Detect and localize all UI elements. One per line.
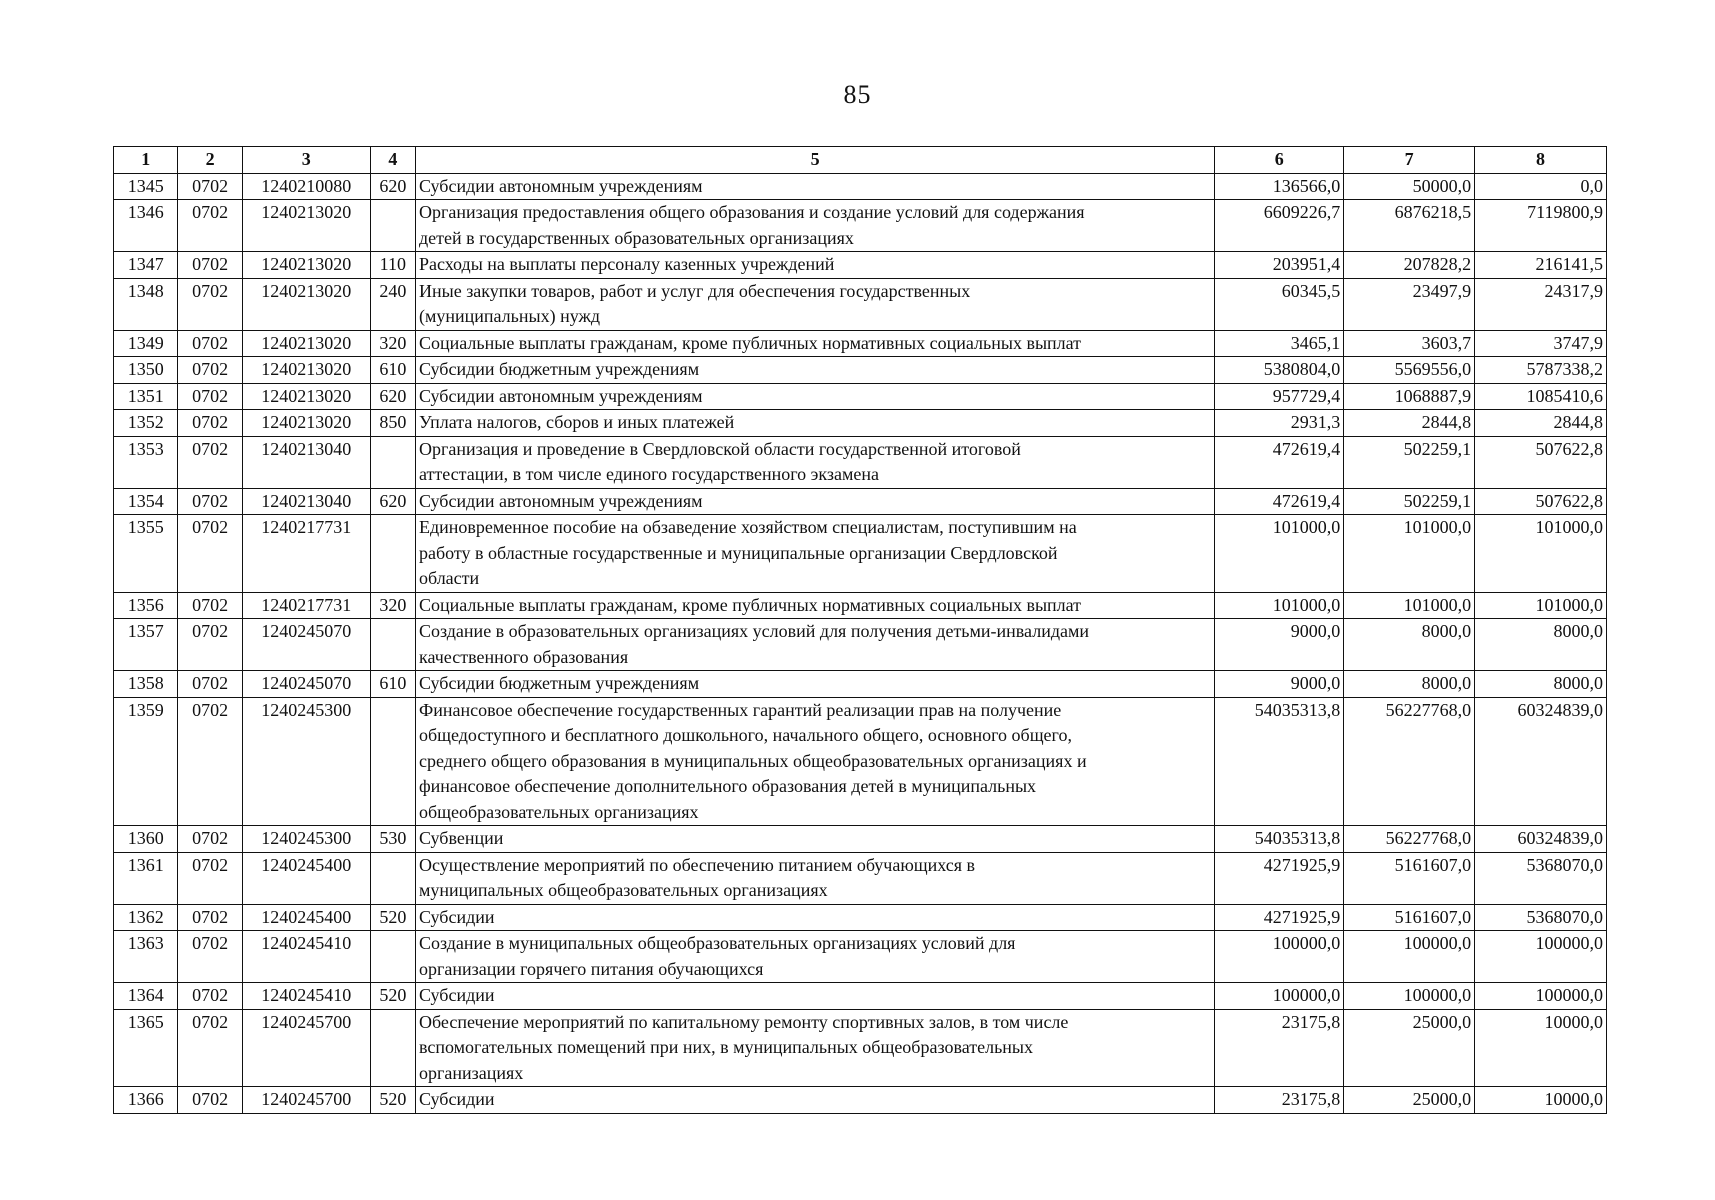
amount-year2-cell: 100000,0 <box>1344 931 1475 983</box>
expense-type-cell <box>370 852 415 904</box>
row-number-cell: 1360 <box>114 826 178 853</box>
article-code-cell: 1240210080 <box>242 173 370 200</box>
description-cell: Субсидии <box>415 904 1214 931</box>
description-cell: Обеспечение мероприятий по капитальному ремонту спортивных залов, в том числе вспомогательных помещений при них, в муниципальных общеобразовательных организациях <box>415 1009 1214 1087</box>
table-row <box>114 252 1607 279</box>
table-row <box>114 852 1607 904</box>
amount-year2-cell: 5569556,0 <box>1344 357 1475 384</box>
section-code-cell: 0702 <box>178 904 242 931</box>
description-cell: Расходы на выплаты персоналу казенных учреждений <box>415 252 1214 279</box>
expense-type-cell: 520 <box>370 1087 415 1114</box>
amount-year3-cell: 5368070,0 <box>1475 904 1607 931</box>
amount-year2-cell: 101000,0 <box>1344 592 1475 619</box>
description-cell: Осуществление мероприятий по обеспечению питанием обучающихся в муниципальных общеобразовательных организациях <box>415 852 1214 904</box>
amount-year3-cell: 0,0 <box>1475 173 1607 200</box>
article-code-cell: 1240217731 <box>242 515 370 593</box>
table-row <box>114 1087 1607 1114</box>
header-row <box>114 147 1607 174</box>
section-code-cell: 0702 <box>178 330 242 357</box>
amount-year2-cell: 5161607,0 <box>1344 852 1475 904</box>
header-cell-5: 5 <box>415 147 1214 174</box>
amount-year3-cell: 216141,5 <box>1475 252 1607 279</box>
header-cell-8: 8 <box>1475 147 1607 174</box>
article-code-cell: 1240245300 <box>242 826 370 853</box>
expense-type-cell: 320 <box>370 592 415 619</box>
table-row <box>114 592 1607 619</box>
amount-year1-cell: 136566,0 <box>1215 173 1344 200</box>
expense-type-cell <box>370 697 415 826</box>
amount-year2-cell: 50000,0 <box>1344 173 1475 200</box>
expense-type-cell: 610 <box>370 671 415 698</box>
amount-year3-cell: 100000,0 <box>1475 931 1607 983</box>
row-number-cell: 1345 <box>114 173 178 200</box>
section-code-cell: 0702 <box>178 619 242 671</box>
amount-year3-cell: 100000,0 <box>1475 983 1607 1010</box>
section-code-cell: 0702 <box>178 515 242 593</box>
amount-year1-cell: 54035313,8 <box>1215 697 1344 826</box>
header-cell-3: 3 <box>242 147 370 174</box>
expense-type-cell <box>370 200 415 252</box>
amount-year1-cell: 54035313,8 <box>1215 826 1344 853</box>
description-cell: Субсидии автономным учреждениям <box>415 488 1214 515</box>
amount-year3-cell: 60324839,0 <box>1475 826 1607 853</box>
table-row <box>114 436 1607 488</box>
table-row <box>114 931 1607 983</box>
row-number-cell: 1357 <box>114 619 178 671</box>
expense-type-cell: 520 <box>370 904 415 931</box>
description-cell: Субсидии бюджетным учреждениям <box>415 357 1214 384</box>
header-cell-6: 6 <box>1215 147 1344 174</box>
section-code-cell: 0702 <box>178 357 242 384</box>
expense-type-cell <box>370 515 415 593</box>
description-cell: Единовременное пособие на обзаведение хозяйством специалистам, поступившим на работу в областные государственные и муниципальные организации Свердловской области <box>415 515 1214 593</box>
amount-year1-cell: 5380804,0 <box>1215 357 1344 384</box>
amount-year2-cell: 502259,1 <box>1344 436 1475 488</box>
amount-year2-cell: 100000,0 <box>1344 983 1475 1010</box>
expense-type-cell: 520 <box>370 983 415 1010</box>
amount-year2-cell: 5161607,0 <box>1344 904 1475 931</box>
row-number-cell: 1353 <box>114 436 178 488</box>
amount-year1-cell: 4271925,9 <box>1215 852 1344 904</box>
article-code-cell: 1240245300 <box>242 697 370 826</box>
expense-type-cell <box>370 931 415 983</box>
expense-type-cell: 620 <box>370 383 415 410</box>
row-number-cell: 1365 <box>114 1009 178 1087</box>
table-row <box>114 488 1607 515</box>
description-cell: Создание в образовательных организациях условий для получения детьми-инвалидами качественного образования <box>415 619 1214 671</box>
header-cell-2: 2 <box>178 147 242 174</box>
section-code-cell: 0702 <box>178 252 242 279</box>
amount-year3-cell: 8000,0 <box>1475 671 1607 698</box>
amount-year3-cell: 101000,0 <box>1475 592 1607 619</box>
table-row <box>114 515 1607 593</box>
budget-table <box>113 146 1607 1114</box>
article-code-cell: 1240245700 <box>242 1009 370 1087</box>
expense-type-cell <box>370 619 415 671</box>
row-number-cell: 1366 <box>114 1087 178 1114</box>
amount-year3-cell: 507622,8 <box>1475 436 1607 488</box>
description-cell: Уплата налогов, сборов и иных платежей <box>415 410 1214 437</box>
amount-year1-cell: 2931,3 <box>1215 410 1344 437</box>
table-row <box>114 357 1607 384</box>
article-code-cell: 1240213020 <box>242 278 370 330</box>
article-code-cell: 1240245400 <box>242 852 370 904</box>
section-code-cell: 0702 <box>178 1087 242 1114</box>
amount-year2-cell: 25000,0 <box>1344 1087 1475 1114</box>
article-code-cell: 1240245070 <box>242 619 370 671</box>
amount-year2-cell: 502259,1 <box>1344 488 1475 515</box>
table-row <box>114 173 1607 200</box>
description-cell: Субсидии бюджетным учреждениям <box>415 671 1214 698</box>
row-number-cell: 1346 <box>114 200 178 252</box>
section-code-cell: 0702 <box>178 488 242 515</box>
section-code-cell: 0702 <box>178 383 242 410</box>
article-code-cell: 1240245410 <box>242 983 370 1010</box>
amount-year2-cell: 2844,8 <box>1344 410 1475 437</box>
amount-year2-cell: 56227768,0 <box>1344 826 1475 853</box>
expense-type-cell <box>370 1009 415 1087</box>
table-row <box>114 904 1607 931</box>
amount-year2-cell: 23497,9 <box>1344 278 1475 330</box>
description-cell: Создание в муниципальных общеобразовательных организациях условий для организации горячего питания обучающихся <box>415 931 1214 983</box>
amount-year1-cell: 4271925,9 <box>1215 904 1344 931</box>
amount-year3-cell: 2844,8 <box>1475 410 1607 437</box>
table-row <box>114 826 1607 853</box>
amount-year1-cell: 3465,1 <box>1215 330 1344 357</box>
section-code-cell: 0702 <box>178 278 242 330</box>
description-cell: Социальные выплаты гражданам, кроме публичных нормативных социальных выплат <box>415 592 1214 619</box>
article-code-cell: 1240213020 <box>242 252 370 279</box>
article-code-cell: 1240245400 <box>242 904 370 931</box>
amount-year1-cell: 472619,4 <box>1215 488 1344 515</box>
row-number-cell: 1349 <box>114 330 178 357</box>
header-cell-1: 1 <box>114 147 178 174</box>
expense-type-cell: 620 <box>370 173 415 200</box>
section-code-cell: 0702 <box>178 592 242 619</box>
description-cell: Субсидии <box>415 1087 1214 1114</box>
table-row <box>114 983 1607 1010</box>
row-number-cell: 1352 <box>114 410 178 437</box>
article-code-cell: 1240245070 <box>242 671 370 698</box>
row-number-cell: 1358 <box>114 671 178 698</box>
table-row <box>114 619 1607 671</box>
expense-type-cell <box>370 436 415 488</box>
amount-year3-cell: 10000,0 <box>1475 1087 1607 1114</box>
amount-year2-cell: 101000,0 <box>1344 515 1475 593</box>
article-code-cell: 1240213040 <box>242 436 370 488</box>
amount-year2-cell: 25000,0 <box>1344 1009 1475 1087</box>
row-number-cell: 1363 <box>114 931 178 983</box>
row-number-cell: 1355 <box>114 515 178 593</box>
amount-year2-cell: 6876218,5 <box>1344 200 1475 252</box>
amount-year1-cell: 472619,4 <box>1215 436 1344 488</box>
amount-year1-cell: 957729,4 <box>1215 383 1344 410</box>
row-number-cell: 1348 <box>114 278 178 330</box>
article-code-cell: 1240213020 <box>242 330 370 357</box>
article-code-cell: 1240245700 <box>242 1087 370 1114</box>
table-row <box>114 200 1607 252</box>
table-row <box>114 1009 1607 1087</box>
article-code-cell: 1240213020 <box>242 357 370 384</box>
amount-year2-cell: 56227768,0 <box>1344 697 1475 826</box>
amount-year3-cell: 5368070,0 <box>1475 852 1607 904</box>
section-code-cell: 0702 <box>178 931 242 983</box>
amount-year1-cell: 203951,4 <box>1215 252 1344 279</box>
amount-year2-cell: 8000,0 <box>1344 671 1475 698</box>
section-code-cell: 0702 <box>178 697 242 826</box>
table-row <box>114 671 1607 698</box>
table-header <box>114 147 1607 174</box>
table-row <box>114 278 1607 330</box>
amount-year1-cell: 101000,0 <box>1215 515 1344 593</box>
article-code-cell: 1240217731 <box>242 592 370 619</box>
amount-year1-cell: 100000,0 <box>1215 983 1344 1010</box>
description-cell: Организация предоставления общего образования и создание условий для содержания детей в государственных образовательных организациях <box>415 200 1214 252</box>
expense-type-cell: 240 <box>370 278 415 330</box>
row-number-cell: 1347 <box>114 252 178 279</box>
article-code-cell: 1240245410 <box>242 931 370 983</box>
table-row <box>114 383 1607 410</box>
article-code-cell: 1240213040 <box>242 488 370 515</box>
description-cell: Финансовое обеспечение государственных гарантий реализации прав на получение общедоступного и бесплатного дошкольного, начального общего, основного общего, среднего общего образования в муниципальных общеобразовательных организациях и финансовое обеспечение дополнительного образования детей в муниципальных общеобразовательных организациях <box>415 697 1214 826</box>
expense-type-cell: 610 <box>370 357 415 384</box>
row-number-cell: 1351 <box>114 383 178 410</box>
amount-year2-cell: 1068887,9 <box>1344 383 1475 410</box>
amount-year3-cell: 7119800,9 <box>1475 200 1607 252</box>
section-code-cell: 0702 <box>178 410 242 437</box>
row-number-cell: 1362 <box>114 904 178 931</box>
amount-year1-cell: 9000,0 <box>1215 619 1344 671</box>
row-number-cell: 1354 <box>114 488 178 515</box>
amount-year3-cell: 1085410,6 <box>1475 383 1607 410</box>
amount-year2-cell: 207828,2 <box>1344 252 1475 279</box>
header-cell-4: 4 <box>370 147 415 174</box>
table-row <box>114 330 1607 357</box>
amount-year1-cell: 101000,0 <box>1215 592 1344 619</box>
amount-year1-cell: 6609226,7 <box>1215 200 1344 252</box>
amount-year3-cell: 5787338,2 <box>1475 357 1607 384</box>
amount-year3-cell: 24317,9 <box>1475 278 1607 330</box>
table-row <box>114 697 1607 826</box>
article-code-cell: 1240213020 <box>242 410 370 437</box>
amount-year1-cell: 60345,5 <box>1215 278 1344 330</box>
description-cell: Субсидии <box>415 983 1214 1010</box>
section-code-cell: 0702 <box>178 200 242 252</box>
row-number-cell: 1361 <box>114 852 178 904</box>
amount-year3-cell: 101000,0 <box>1475 515 1607 593</box>
amount-year3-cell: 507622,8 <box>1475 488 1607 515</box>
expense-type-cell: 110 <box>370 252 415 279</box>
section-code-cell: 0702 <box>178 436 242 488</box>
page-number: 85 <box>843 80 872 109</box>
expense-type-cell: 320 <box>370 330 415 357</box>
description-cell: Субвенции <box>415 826 1214 853</box>
section-code-cell: 0702 <box>178 852 242 904</box>
amount-year2-cell: 8000,0 <box>1344 619 1475 671</box>
amount-year3-cell: 8000,0 <box>1475 619 1607 671</box>
section-code-cell: 0702 <box>178 173 242 200</box>
section-code-cell: 0702 <box>178 1009 242 1087</box>
table-row <box>114 410 1607 437</box>
amount-year3-cell: 60324839,0 <box>1475 697 1607 826</box>
description-cell: Субсидии автономным учреждениям <box>415 173 1214 200</box>
table-body <box>114 173 1607 1113</box>
description-cell: Иные закупки товаров, работ и услуг для обеспечения государственных (муниципальных) нужд <box>415 278 1214 330</box>
amount-year3-cell: 10000,0 <box>1475 1009 1607 1087</box>
amount-year1-cell: 23175,8 <box>1215 1087 1344 1114</box>
amount-year2-cell: 3603,7 <box>1344 330 1475 357</box>
header-cell-7: 7 <box>1344 147 1475 174</box>
amount-year1-cell: 23175,8 <box>1215 1009 1344 1087</box>
section-code-cell: 0702 <box>178 671 242 698</box>
row-number-cell: 1364 <box>114 983 178 1010</box>
amount-year1-cell: 100000,0 <box>1215 931 1344 983</box>
section-code-cell: 0702 <box>178 983 242 1010</box>
row-number-cell: 1356 <box>114 592 178 619</box>
expense-type-cell: 620 <box>370 488 415 515</box>
amount-year3-cell: 3747,9 <box>1475 330 1607 357</box>
article-code-cell: 1240213020 <box>242 383 370 410</box>
amount-year1-cell: 9000,0 <box>1215 671 1344 698</box>
expense-type-cell: 530 <box>370 826 415 853</box>
section-code-cell: 0702 <box>178 826 242 853</box>
description-cell: Субсидии автономным учреждениям <box>415 383 1214 410</box>
row-number-cell: 1350 <box>114 357 178 384</box>
description-cell: Организация и проведение в Свердловской области государственной итоговой аттестации, в том числе единого государственного экзамена <box>415 436 1214 488</box>
expense-type-cell: 850 <box>370 410 415 437</box>
row-number-cell: 1359 <box>114 697 178 826</box>
article-code-cell: 1240213020 <box>242 200 370 252</box>
description-cell: Социальные выплаты гражданам, кроме публичных нормативных социальных выплат <box>415 330 1214 357</box>
